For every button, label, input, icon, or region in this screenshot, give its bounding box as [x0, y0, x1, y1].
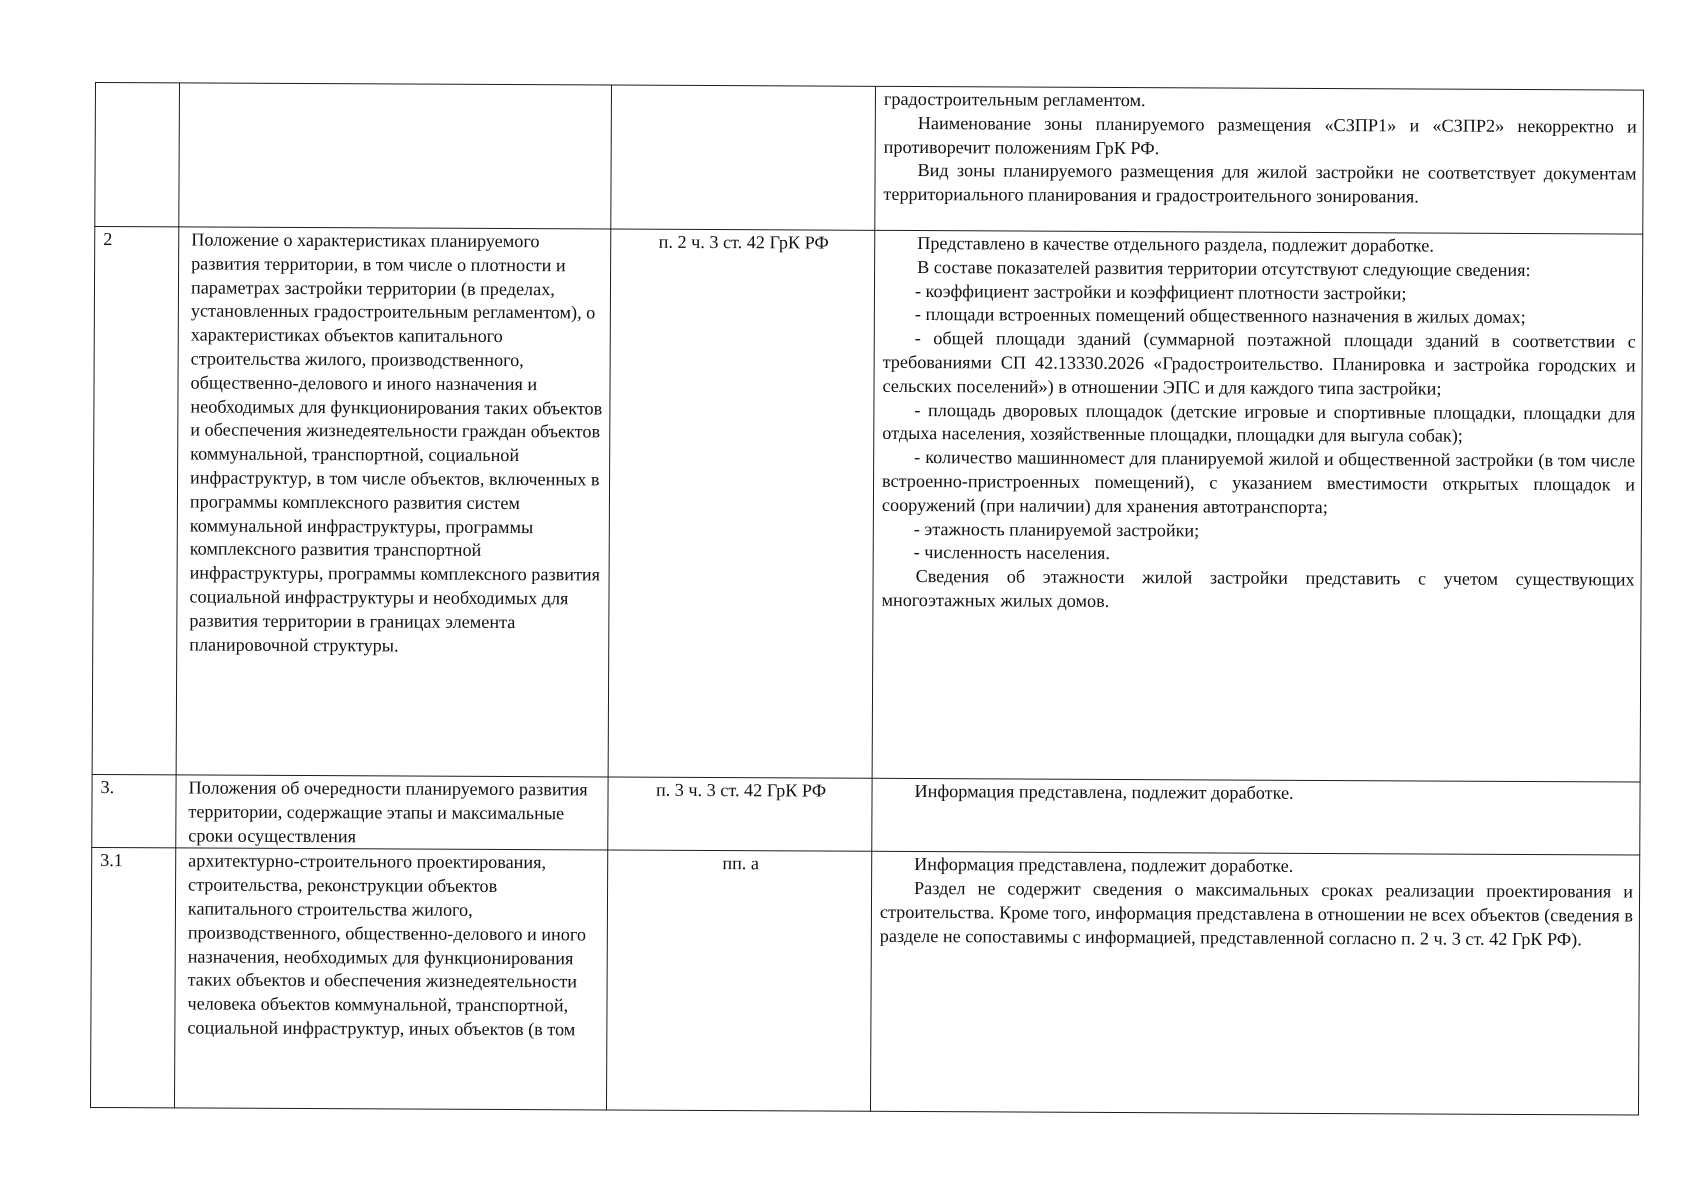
reference-cell: п. 3 ч. 3 ст. 42 ГрК РФ	[608, 777, 872, 852]
requirement-cell	[179, 83, 612, 229]
comment-paragraph: Раздел не содержит сведения о максимальных сроках реализации проектирования и строительства. Кроме того, информация представлена в отношении не всех объектов (сведения в разделе не сопоставимы с информацией, представленной согласно п. 2 ч. 3 ст. 42 ГрК РФ).	[879, 878, 1634, 950]
comment-list-item: - площади встроенных помещений общественного назначения в жилых домах;	[914, 304, 1526, 328]
reference-cell	[611, 85, 876, 230]
comment-paragraph: Вид зоны планируемого размещения для жилой застройки не соответствует документам территориального планирования и градостроительного зонирования.	[883, 160, 1637, 207]
row-number-cell: 3.	[92, 774, 176, 848]
comment-intro: Информация представлена, подлежит доработке.	[914, 854, 1294, 877]
comment-intro: Представлено в качестве отдельного раздела, подлежит доработке.	[917, 233, 1434, 256]
row-number-cell: 3.1	[90, 848, 175, 1108]
reference-cell: пп. а	[606, 850, 871, 1111]
comment-list-item: - численность населения.	[913, 542, 1111, 564]
comment-list-item: - количество машинномест для планируемой жилой и общественной застройки (в том числе встроенно-пристроенных помещений), с указанием вместимости открытых площадок и сооружений (при наличии) для хранения автотранспорта;	[881, 447, 1636, 517]
review-table	[90, 82, 1644, 1116]
comment-list-item: - коэффициент застройки и коэффициент плотности застройки;	[914, 280, 1407, 304]
requirement-cell	[174, 848, 607, 1110]
comment-list-item: - общей площади зданий (суммарной поэтажной площади зданий в соответствии с требованиями СП 42.13330.2026 «Градостроительство. Планировка и застройка городских и сельских поселений») в отношении ЭПС и для каждого типа застройки;	[882, 328, 1636, 399]
table-row	[90, 848, 1639, 1116]
reference-cell: п. 2 ч. 3 ст. 42 ГрК РФ	[608, 229, 875, 778]
table-row	[95, 83, 1644, 235]
comment-paragraph: Наименование зоны планируемого размещения «СЗПР1» и «СЗПР2» некорректно и противоречит положениям ГрК РФ.	[883, 112, 1637, 158]
table-row	[92, 227, 1643, 783]
requirement-cell	[176, 227, 611, 777]
comment-list-item: - этажность планируемой застройки;	[913, 518, 1200, 540]
comment-cell	[872, 230, 1643, 782]
document-page	[90, 82, 1643, 1118]
comment-cell	[870, 852, 1639, 1116]
comment-intro: Информация представлена, подлежит доработке.	[914, 781, 1294, 803]
requirement-text: Положения об очередности планируемого развития территории, содержащие этапы и максимальные сроки осуществления	[188, 777, 588, 846]
comment-cell	[872, 778, 1640, 855]
comment-continuation: градостроительным регламентом.	[883, 88, 1146, 111]
row-number-cell	[95, 83, 180, 227]
requirement-cell	[176, 775, 608, 851]
comment-lead: В составе показателей развития территории отсутствуют следующие сведения:	[917, 256, 1531, 280]
comment-list-item: - площадь дворовых площадок (детские игровые и спортивные площадки, площадки для отдыха населения, хозяйственные площадки, площадки для выгула собак);	[882, 399, 1636, 447]
comment-cell	[875, 86, 1644, 234]
requirement-text: архитектурно-строительного проектирования, строительства, реконструкции объектов капитального строительства жилого, производственного, общественно-делового и иного назначения, необходимых для функционирования таких объектов и обеспечения жизнедеятельности человека объектов коммунальной, транспортной, социальной инфраструктур, иных объектов (в том	[187, 850, 587, 1040]
comment-closing: Сведения об этажности жилой застройки представить с учетом существующих многоэтажных жилых домов.	[881, 566, 1635, 611]
table-row	[92, 774, 1640, 855]
requirement-text: Положение о характеристиках планируемого развития территории, в том числе о плотности и параметрах застройки территории (в пределах, установленных градостроительным регламентом), о характеристиках объектов капитального строительства жилого, производственного, общественно-делового и иного назначения и необходимых для функционирования таких объектов и обеспечения жизнедеятельности граждан объектов коммунальной, транспортной, социальной инфраструктур, в том числе объектов, включенных в программы комплексного развития систем коммунальной инфраструктуры, программы комплексного развития транспортной инфраструктуры, программы комплексного развития социальной инфраструктуры и необходимых для развития территории в границах элемента планировочной структуры.	[189, 229, 603, 656]
row-number-cell: 2	[92, 227, 179, 775]
